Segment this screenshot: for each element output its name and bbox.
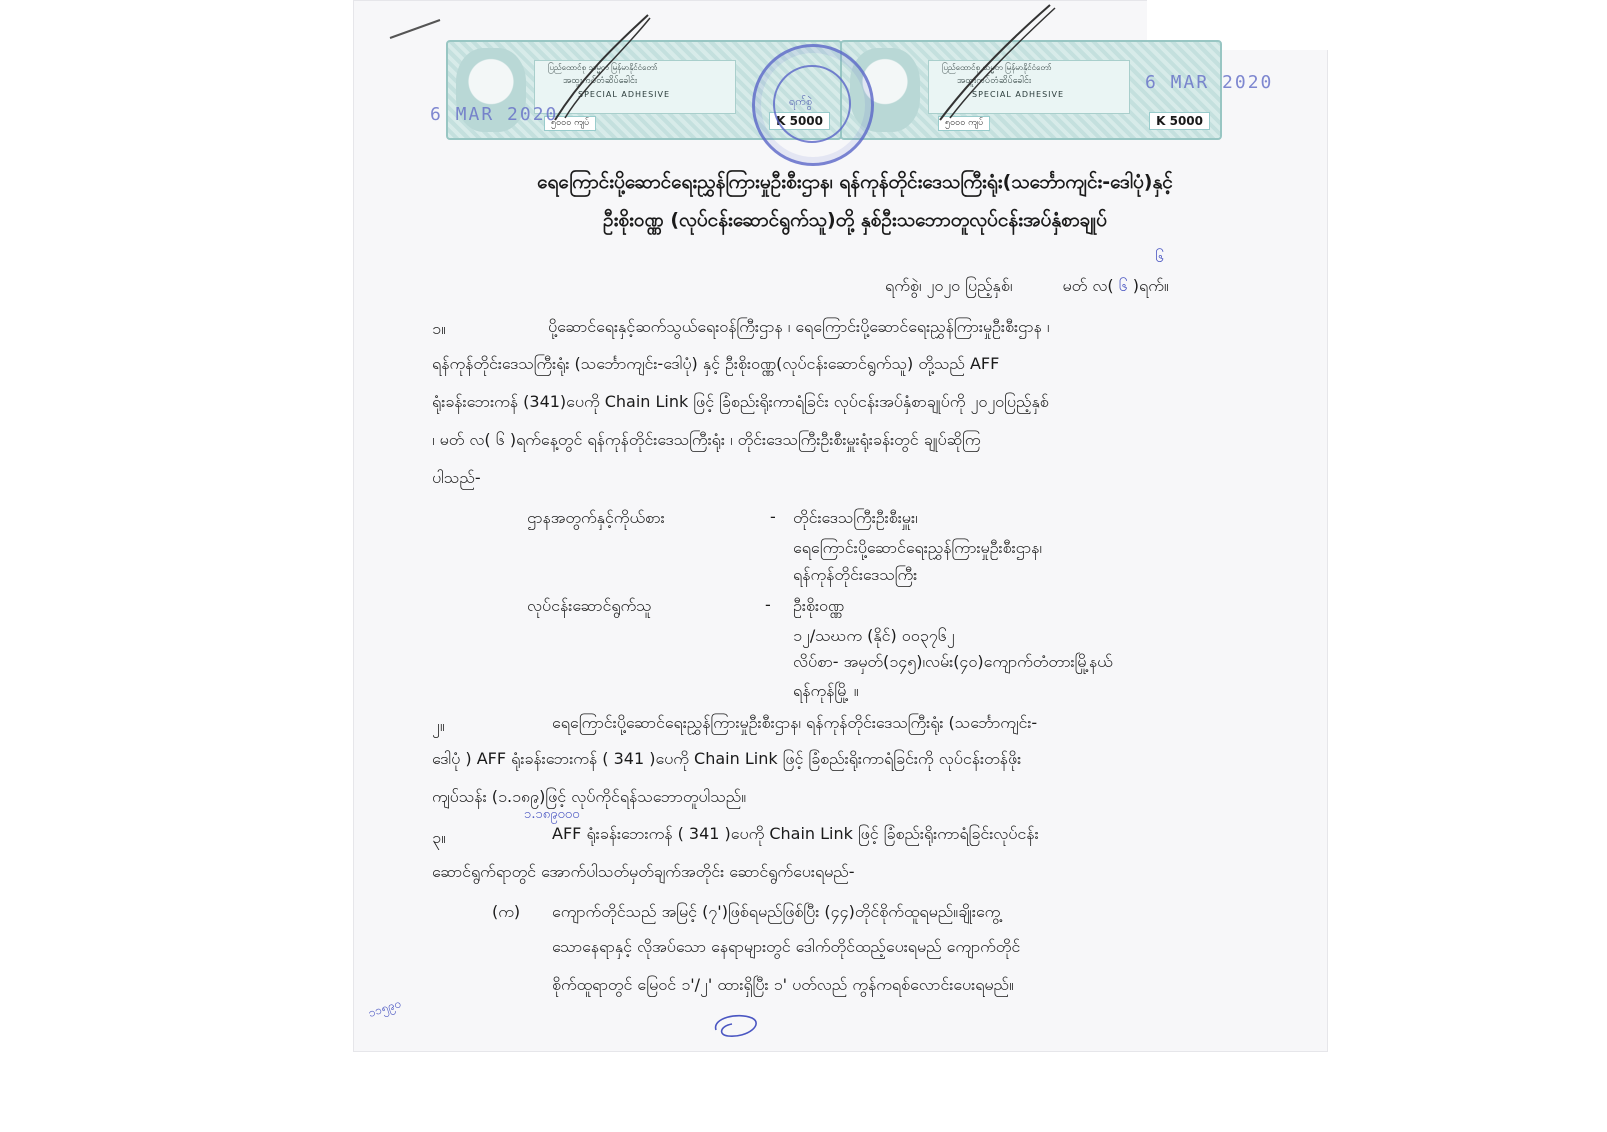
date-line: [885, 275, 1169, 299]
stamp-kyat-text: ၅၀၀၀ ကျပ်: [938, 116, 990, 131]
date-stamp-left: 6 MAR 2020: [430, 104, 559, 125]
party1-line2: ရေကြောင်းပို့ဆောင်ရေးညွှန်ကြားမှုဦးစီးဌာန၊: [793, 538, 1042, 557]
para3-line1: AFF ရုံးခန်းဘေးကန် ( 341 )ပေကို Chain Link ဖြင့် ခြံစည်းရိုးကာရံခြင်းလုပ်ငန်း: [552, 824, 1039, 843]
party2-dash: -: [765, 595, 771, 614]
para1-line5: ပါသည်-: [432, 468, 481, 487]
stamp-value: K 5000: [769, 112, 830, 130]
item-ka-marker: (က): [492, 902, 521, 921]
para1-line3: ရုံးခန်းဘေးကန် (341)ပေကို Chain Link ဖြင့် ခြံစည်းရိုးကာရံခြင်း လုပ်ငန်းအပ်နှံစာချုပ်ကို ၂၀၂၀ပြည့်နှစ်: [432, 392, 1049, 411]
initials-signature: [708, 1008, 768, 1044]
para1-number: ၁။: [432, 319, 446, 338]
document-title-line2: ဦးစိုးဝဏ္ဏ (လုပ်ငန်းဆောင်ရွက်သူ)တို့ နှစ်ဦးသဘောတူလုပ်ငန်းအပ်နှံစာချုပ်: [603, 209, 1107, 231]
item-ka-line1: ကျောက်တိုင်သည် အမြင့် (၇')ဖြစ်ရမည်ဖြစ်ပြီး (၄၄)တိုင်စိုက်ထူရမည်။ချိုးကွေ့: [552, 902, 1001, 921]
seal-text: ရက်စွဲ: [789, 95, 813, 108]
para1-line4: ၊ မတ် လ( ၆ )ရက်နေ့တွင် ရန်ကုန်တိုင်းဒေသကြီးရုံး ၊ တိုင်းဒေသကြီးဦးစီးမှူးရုံးခန်းတွင် ချုပ်ဆိုကြ: [432, 430, 981, 449]
document-title-line1: ရေကြောင်းပို့ဆောင်ရေးညွှန်ကြားမှုဦးစီးဌာန၊ ရန်ကုန်တိုင်းဒေသကြီးရုံး(သင်္ဘောကျင်း-ဒေါပုံ)နှင့်: [537, 171, 1173, 193]
handwritten-amount: ၁.၁၈၉၀၀၀: [524, 807, 580, 822]
stamp-type-text: အထူးကပ်တံဆိပ်ခေါင်း: [957, 76, 1032, 86]
party2-line1: ဦးစိုးဝဏ္ဏ: [793, 596, 845, 615]
stamp-country-text: ပြည်ထောင်စု သမ္မတ မြန်မာနိုင်ငံတော်: [942, 63, 1052, 72]
stamp-special-adhesive: SPECIAL ADHESIVE: [578, 90, 671, 99]
stamp-type-text: အထူးကပ်တံဆိပ်ခေါင်း: [563, 76, 638, 86]
stamp-country-text: ပြည်ထောင်စု သမ္မတ မြန်မာနိုင်ငံတော်: [548, 63, 658, 72]
para2-line3: ကျပ်သန်း (၁.၁၈၉)ဖြင့် လုပ်ကိုင်ရန်သဘောတူပါသည်။: [432, 787, 747, 806]
para3-number: ၃။: [432, 828, 446, 847]
office-seal: [752, 44, 874, 166]
para1-line2: ရန်ကုန်တိုင်းဒေသကြီးရုံး (သင်္ဘောကျင်း-ဒေါပုံ) နှင့် ဦးစိုးဝဏ္ဏ(လုပ်ငန်းဆောင်ရွက်သူ) တို့သည် AFF: [432, 354, 1000, 373]
para2-line2: ဒေါပုံ ) AFF ရုံးခန်းဘေးကန် ( 341 )ပေကို Chain Link ဖြင့် ခြံစည်းရိုးကာရံခြင်းကို လုပ်ငန်းတန်ဖိုး: [432, 749, 1022, 768]
para3-line2: ဆောင်ရွက်ရာတွင် အောက်ပါသတ်မှတ်ချက်အတိုင်း ဆောင်ရွက်ပေးရမည်-: [432, 862, 855, 881]
party1-line3: ရန်ကုန်တိုင်းဒေသကြီး: [793, 565, 918, 584]
item-ka-line2: သောနေရာနှင့် လိုအပ်သော နေရာများတွင် ဒေါက်တိုင်ထည့်ပေးရမည် ကျောက်တိုင်: [552, 937, 1021, 956]
date-month: မတ် လ(: [1062, 276, 1114, 295]
date-day: ၆: [1118, 276, 1128, 295]
party1-line1: တိုင်းဒေသကြီးဦးစီးမှူး၊: [793, 508, 918, 527]
party1-label: ဌာနအတွက်နှင့်ကိုယ်စား: [527, 508, 665, 527]
date-prefix: ရက်စွဲ၊ ၂၀၂၀ ပြည့်နှစ်၊: [885, 276, 1013, 295]
handwritten-day-mark: ၆: [1155, 247, 1164, 266]
date-suffix: )ရက်။: [1132, 276, 1169, 295]
stamp-value: K 5000: [1149, 112, 1210, 130]
item-ka-line3: စိုက်ထူရာတွင် မြေဝင် ၁'/၂' ထားရှိပြီး ၁' ပတ်လည် ကွန်ကရစ်လောင်းပေးရမည်။: [552, 975, 1014, 994]
stamp-kyat-text: ၅၀၀၀ ကျပ်: [544, 116, 596, 131]
party2-label: လုပ်ငန်းဆောင်ရွက်သူ: [527, 596, 652, 615]
party1-dash: -: [770, 507, 776, 526]
party2-line2: ၁၂/သဃက (နိုင်) ၀၀၃၇၆၂: [793, 626, 955, 645]
date-stamp-right: 6 MAR 2020: [1145, 72, 1274, 93]
stamp-special-adhesive: SPECIAL ADHESIVE: [972, 90, 1065, 99]
party2-line3: လိပ်စာ- အမှတ်(၁၄၅)၊လမ်း(၄၀)ကျောက်တံတားမြို့နယ်: [793, 652, 1113, 671]
para2-number: ၂။: [432, 716, 445, 735]
handwritten-margin-number: ၁၁၅၉၀: [366, 996, 403, 1020]
party2-line4: ရန်ကုန်မြို့ ။: [793, 681, 859, 700]
para1-line1: ပို့ဆောင်ရေးနှင့်ဆက်သွယ်ရေးဝန်ကြီးဌာန ၊ ရေကြောင်းပို့ဆောင်ရေးညွှန်ကြားမှုဦးစီးဌာန ၊: [548, 317, 1050, 336]
para2-line1: ရေကြောင်းပို့ဆောင်ရေးညွှန်ကြားမှုဦးစီးဌာန၊ ရန်ကုန်တိုင်းဒေသကြီးရုံး (သင်္ဘောကျင်း-: [552, 713, 1038, 732]
